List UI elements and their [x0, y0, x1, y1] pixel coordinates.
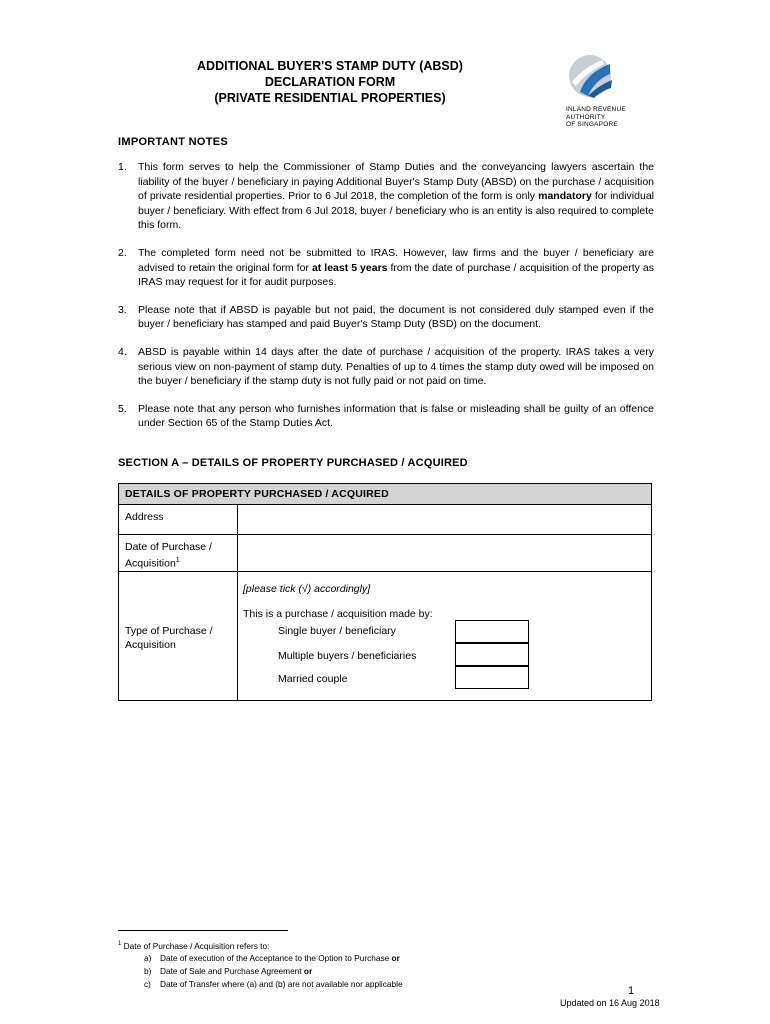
note-number: 4.	[118, 345, 127, 358]
note-text: Please note that if ABSD is payable but not paid, the document is not considered duly stamped even if the buyer / beneficiary has stamped and paid Buyer's Stamp Duty (BSD) on the document.	[138, 303, 654, 331]
footnote-text: Date of Sale and Purchase Agreement	[160, 965, 304, 976]
note-text: This form serves to help the Commissioner of Stamp Duties and the conveyancing lawyers ascertain the liability of the buyer / beneficiary in paying Additional Buyer's Stamp Duty (ABSD) on the purchase / acquisition of private residential properties. Prior to 6 Jul 2018, the completion of the form is only	[138, 161, 654, 203]
note-text: for individual buyer / beneficiary. With effect from 6 Jul 2018, buyer / beneficiary who is an entity is also required to complete this form.	[138, 190, 654, 232]
address-label: Address	[119, 505, 238, 535]
footnote-intro	[118, 938, 403, 952]
note-text: The completed form need not be submitted to IRAS. However, law firms and the buyer / beneficiary are advised to retain the original form for	[138, 246, 654, 274]
note-emphasis: mandatory	[538, 190, 592, 203]
section-a-heading: SECTION A – DETAILS OF PROPERTY PURCHASED / ACQUIRED	[118, 457, 468, 469]
note-number: 1.	[118, 161, 127, 173]
option-single-buyer: Single buyer / beneficiary	[278, 624, 396, 637]
iras-logo	[560, 52, 650, 129]
note-item-5	[118, 402, 654, 431]
note-number: 2.	[118, 246, 127, 259]
made-by-text: This is a purchase / acquisition made by:	[243, 607, 433, 620]
notes-list	[118, 160, 654, 444]
option-multiple-buyers: Multiple buyers / beneficiaries	[278, 649, 417, 662]
logo-line-3: OF SINGAPORE	[566, 121, 618, 128]
address-field[interactable]	[238, 505, 652, 535]
note-item-3	[118, 303, 654, 332]
type-label: Type of Purchase / Acquisition	[119, 571, 238, 700]
logo-text	[566, 106, 650, 129]
note-item-2	[118, 246, 654, 290]
date-label-text: Date of Purchase / Acquisition	[125, 541, 212, 570]
note-number: 5.	[118, 402, 127, 415]
title-line-1: ADDITIONAL BUYER'S STAMP DUTY (ABSD)	[197, 59, 463, 73]
form-title	[150, 58, 510, 106]
checkbox-married-couple[interactable]	[455, 666, 529, 689]
updated-date: Updated on 16 Aug 2018	[560, 998, 660, 1008]
footnote-number: 1	[118, 941, 122, 947]
footnote-bold: or	[303, 965, 313, 976]
title-line-2: DECLARATION FORM	[264, 75, 396, 89]
note-text: Please note that any person who furnishes information that is false or misleading shall be guilty of an offence under Section 65 of the Stamp Duties Act.	[138, 402, 654, 430]
footnote-item-b	[118, 965, 403, 978]
note-emphasis: at least 5 years	[311, 261, 388, 274]
logo-line-1: INLAND REVENUE	[566, 106, 626, 113]
checkbox-single-buyer[interactable]	[455, 620, 529, 643]
date-label	[119, 535, 238, 572]
note-item-4	[118, 345, 654, 389]
footnote-text: Date of Transfer where (a) and (b) are not available nor applicable	[160, 978, 403, 989]
footnote-marker: 1	[175, 557, 180, 564]
footnote	[118, 938, 403, 990]
note-text: from the date of purchase / acquisition of the property as IRAS may request for it for audit purposes.	[138, 261, 654, 289]
note-text: ABSD is payable within 14 days after the date of purchase / acquisition of the property. IRAS takes a very serious view on non-payment of stamp duty. Penalties of up to 4 times the stamp duty owed will be imposed on the buyer / beneficiary if the stamp duty is not fully paid or not paid on time.	[138, 345, 654, 388]
footnote-divider	[118, 930, 288, 931]
footnote-text: Date of execution of the Acceptance to the Option to Purchase	[160, 953, 392, 964]
footnote-key: a)	[144, 953, 152, 964]
page-number: 1	[628, 985, 635, 997]
title-line-3: (PRIVATE RESIDENTIAL PROPERTIES)	[214, 91, 446, 105]
important-notes-heading: IMPORTANT NOTES	[118, 136, 229, 148]
iras-logo-icon	[566, 52, 614, 104]
footnote-intro-text: Date of Purchase / Acquisition refers to:	[123, 940, 270, 951]
footnote-bold: or	[391, 953, 400, 964]
property-details-table	[118, 483, 652, 701]
logo-line-2: AUTHORITY	[566, 113, 606, 121]
type-cell	[238, 571, 652, 700]
footnote-item-a	[118, 952, 403, 965]
table-header: DETAILS OF PROPERTY PURCHASED / ACQUIRED	[119, 484, 652, 505]
footnote-key: b)	[144, 965, 152, 976]
option-married-couple: Married couple	[278, 672, 348, 685]
note-number: 3.	[118, 303, 127, 316]
footnote-item-c	[118, 978, 403, 991]
checkbox-multiple-buyers[interactable]	[455, 643, 529, 666]
note-item-1	[118, 160, 654, 233]
tick-instruction: [please tick (√) accordingly]	[243, 582, 371, 595]
footnote-key: c)	[144, 978, 151, 989]
date-field[interactable]	[238, 535, 652, 572]
